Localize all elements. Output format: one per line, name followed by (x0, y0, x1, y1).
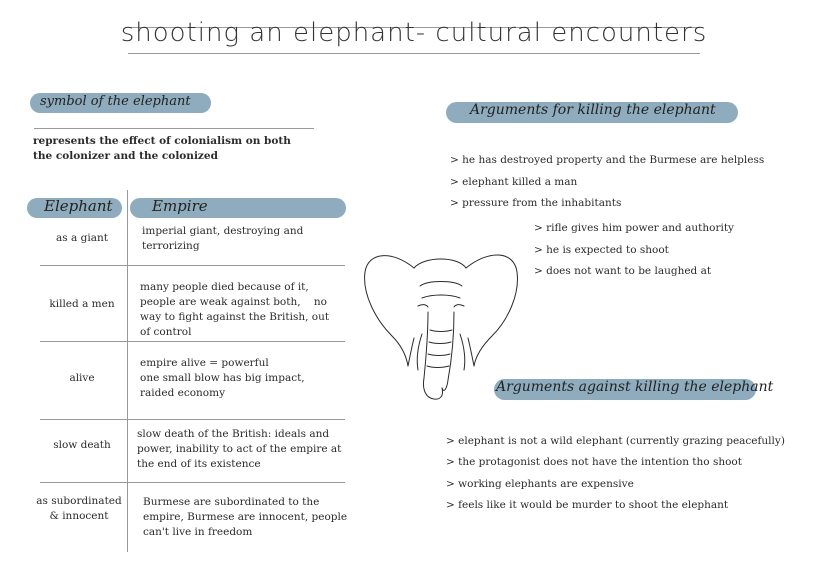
table-cell-empire: Burmese are subordinated to the empire, Burmese are innocent, people can't live in freedom (143, 496, 348, 538)
table-column-divider (127, 190, 128, 552)
against-killing-item: > the protagonist does not have the intention tho shoot (446, 456, 742, 468)
table-cell-elephant: slow death (53, 439, 111, 451)
table-cell-line: empire alive = powerful (140, 357, 269, 369)
against-killing-heading: Arguments against killing the elephant (496, 379, 774, 395)
table-cell-elephant: alive (69, 372, 95, 384)
table-cell-elephant: killed a men (49, 298, 115, 310)
page-title: shooting an elephant- cultural encounters (120, 18, 708, 48)
against-killing-item: > working elephants are expensive (446, 478, 634, 490)
against-killing-item: > elephant is not a wild elephant (currently grazing peacefully) (446, 435, 785, 447)
for-killing-subitem: > rifle gives him power and authority (534, 222, 734, 234)
for-killing-subitem: > does not want to be laughed at (534, 265, 712, 277)
table-cell-empire: imperial giant, destroying and terrorizing (142, 225, 304, 252)
table-cell-elephant: as subordinated & innocent (36, 495, 122, 522)
table-row-divider (40, 482, 345, 483)
table-cell-elephant: as a giant (56, 232, 108, 244)
table-cell-empire: slow death of the British: ideals and power, inability to act of the empire at the end of its existence (137, 428, 342, 470)
symbol-divider (34, 128, 314, 129)
table-cell-line: raided economy (140, 387, 226, 399)
table-row-divider (40, 341, 345, 342)
for-killing-heading: Arguments for killing the elephant (470, 102, 716, 118)
against-killing-item: > feels like it would be murder to shoot the elephant (446, 499, 729, 511)
table-row-divider (40, 265, 345, 266)
for-killing-item: > elephant killed a man (450, 176, 578, 188)
for-killing-item: > pressure from the inhabitants (450, 197, 622, 209)
table-row-divider (40, 419, 345, 420)
table-cell-line: one small blow has big impact, (140, 372, 305, 384)
symbol-text: represents the effect of colonialism on both the colonizer and the colonized (33, 135, 291, 162)
table-cell-empire (140, 356, 305, 401)
symbol-heading: symbol of the elephant (40, 94, 191, 109)
for-killing-subitem: > he is expected to shoot (534, 244, 669, 256)
empire-column-header: Empire (152, 197, 208, 215)
table-cell-empire: many people died because of it, people are weak against both, no way to fight against the British, out of control (140, 281, 333, 338)
elephant-column-header: Elephant (44, 197, 113, 215)
for-killing-item: > he has destroyed property and the Burmese are helpless (450, 154, 765, 166)
title-rule-bottom (128, 53, 700, 54)
